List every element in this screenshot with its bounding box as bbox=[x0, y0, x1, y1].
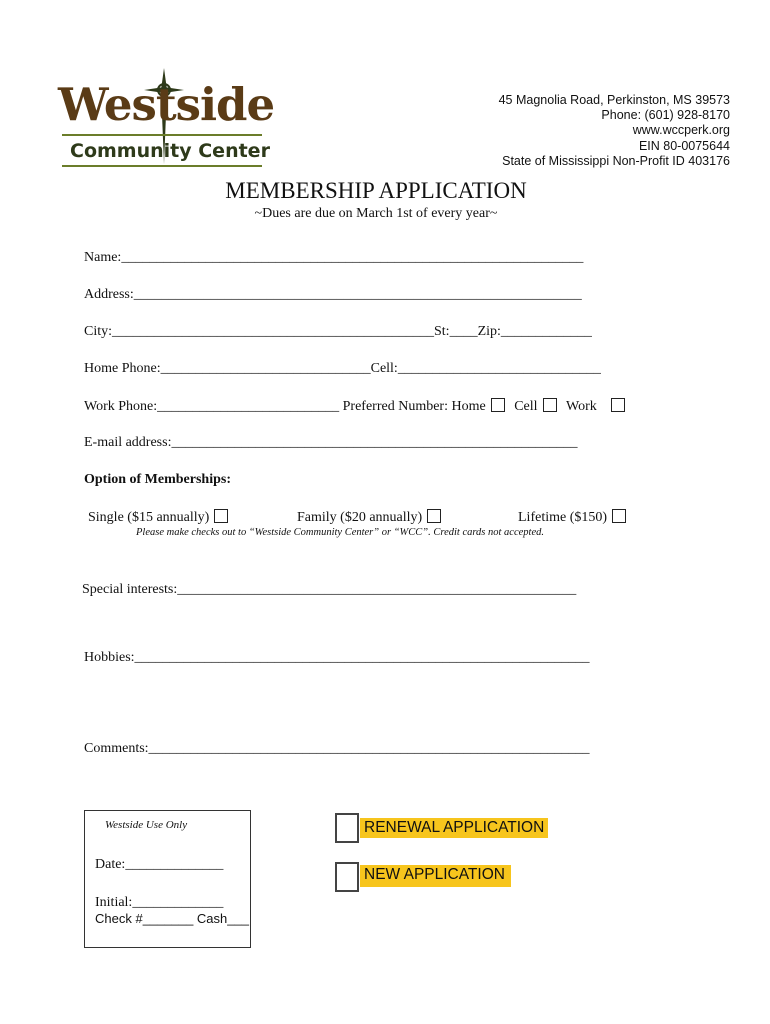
org-website: www.wccperk.org bbox=[632, 123, 730, 138]
renewal-checkbox[interactable] bbox=[335, 813, 359, 843]
work-phone-row bbox=[84, 398, 625, 415]
work-phone-field[interactable]: Work Phone:__________________________ Preferred Number: Home bbox=[84, 399, 486, 414]
office-date-field[interactable]: Date:______________ bbox=[95, 857, 224, 872]
org-phone: Phone: (601) 928-8170 bbox=[601, 108, 730, 123]
pref-cell-label: Cell bbox=[514, 399, 538, 414]
city-state-zip-field[interactable]: City:______________________________________________St:____Zip:_____________ bbox=[84, 324, 592, 339]
name-field[interactable]: Name:__________________________________________________________________ bbox=[84, 250, 584, 265]
organization-info bbox=[499, 93, 730, 169]
logo-divider bbox=[62, 134, 262, 136]
office-initial-field[interactable]: Initial:_____________ bbox=[95, 895, 224, 910]
pref-home-checkbox[interactable] bbox=[491, 398, 505, 412]
pref-work-label: Work bbox=[566, 399, 597, 414]
phone-fields[interactable]: Home Phone:______________________________Cell:_____________________________ bbox=[84, 361, 601, 376]
single-option bbox=[88, 509, 228, 526]
pref-cell-checkbox[interactable] bbox=[543, 398, 557, 412]
new-application-label: NEW APPLICATION bbox=[360, 865, 511, 887]
single-checkbox[interactable] bbox=[214, 509, 228, 523]
lifetime-option bbox=[518, 509, 626, 526]
single-label: Single ($15 annually) bbox=[88, 510, 210, 525]
pref-work-checkbox[interactable] bbox=[611, 398, 625, 412]
family-checkbox[interactable] bbox=[427, 509, 441, 523]
westside-logo bbox=[58, 72, 275, 172]
lifetime-checkbox[interactable] bbox=[612, 509, 626, 523]
email-field[interactable]: E-mail address:__________________________________________________________ bbox=[84, 435, 578, 450]
family-option bbox=[297, 509, 441, 526]
memberships-heading: Option of Memberships: bbox=[84, 472, 231, 487]
comments-field[interactable]: Comments:_______________________________________________________________ bbox=[84, 741, 590, 756]
org-nonprofit-id: State of Mississippi Non-Profit ID 403176 bbox=[502, 153, 730, 168]
office-use-box bbox=[84, 810, 251, 948]
new-application-checkbox[interactable] bbox=[335, 862, 359, 892]
logo-divider-bottom bbox=[62, 165, 262, 167]
family-label: Family ($20 annually) bbox=[297, 510, 423, 525]
special-interests-field[interactable]: Special interests:_________________________________________________________ bbox=[82, 582, 577, 597]
org-address: 45 Magnolia Road, Perkinston, MS 39573 bbox=[498, 93, 730, 107]
address-field[interactable]: Address:________________________________________________________________ bbox=[84, 287, 582, 302]
renewal-application-label: RENEWAL APPLICATION bbox=[360, 818, 548, 838]
logo-subtitle: Community Center bbox=[70, 140, 270, 162]
office-check-cash-field[interactable]: Check #_______ Cash___ bbox=[95, 911, 249, 926]
payment-note: Please make checks out to “Westside Community Center” or “WCC”. Credit cards not accepted. bbox=[136, 527, 544, 538]
office-use-label: Westside Use Only bbox=[105, 819, 188, 831]
page-subtitle: ~Dues are due on March 1st of every year~ bbox=[254, 206, 498, 221]
hobbies-field[interactable]: Hobbies:_________________________________________________________________ bbox=[84, 650, 590, 665]
org-ein: EIN 80-0075644 bbox=[638, 138, 730, 153]
lifetime-label: Lifetime ($150) bbox=[518, 510, 608, 525]
logo-wordmark: Westside bbox=[58, 78, 275, 131]
page-title: MEMBERSHIP APPLICATION bbox=[225, 178, 527, 203]
